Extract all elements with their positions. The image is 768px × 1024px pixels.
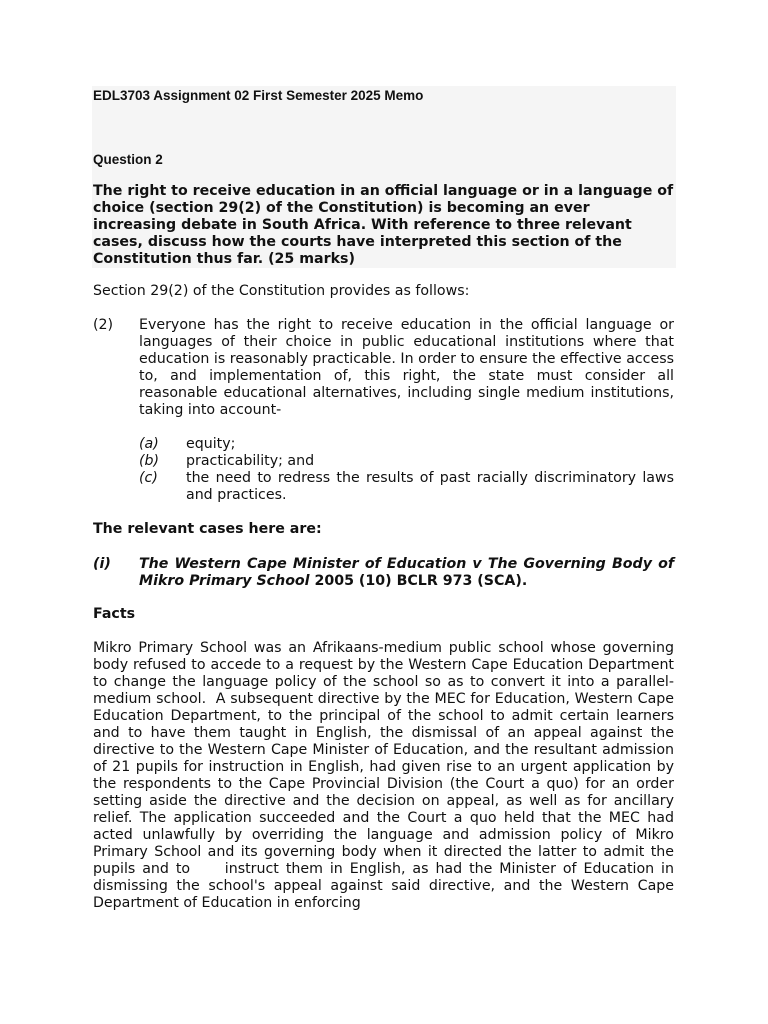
cases-heading: The relevant cases here are: — [93, 521, 322, 537]
question-text: The right to receive education in an official language or in a language of choice (section 29(2) of the Constitution) is becoming an ever increasing debate in South Africa. With reference to three relevant cases, discuss how the courts have interpreted this section of the Constitution thus far. (25 marks) — [93, 183, 674, 267]
clause-number: (2) — [93, 317, 114, 333]
subitem-c-text: the need to redress the results of past racially discriminatory laws and practices. — [186, 470, 674, 503]
question-label: Question 2 — [93, 152, 163, 167]
subitem-c-label: (c) — [139, 470, 158, 486]
subitem-a-label: (a) — [139, 436, 159, 452]
facts-heading: Facts — [93, 606, 136, 622]
case1-citation: 2005 (10) BCLR 973 (SCA). — [309, 573, 528, 589]
case1-number: (i) — [93, 556, 111, 572]
case1-name: The Western Cape Minister of Education v The Governing Body of Mikro Primary School — [139, 556, 674, 589]
clause-text: Everyone has the right to receive education in the official language or languages of their choice in public educational institutions where that education is reasonably practicable. In order to ensure the effective access to, and implementation of, this right, the state must consider all reasonable educational alternatives, including single medium institutions, taking into account- — [139, 317, 674, 418]
subitem-a-text: equity; — [186, 436, 236, 452]
subitem-b-label: (b) — [139, 453, 160, 469]
subitem-b-text: practicability; and — [186, 453, 315, 469]
section-intro: Section 29(2) of the Constitution provides as follows: — [93, 283, 470, 299]
memo-title: EDL3703 Assignment 02 First Semester 2025 Memo — [93, 88, 424, 103]
case1-title — [139, 556, 674, 590]
facts-text: Mikro Primary School was an Afrikaans-medium public school whose governing body refused to accede to a request by the Western Cape Education Department to change the language policy of the school so as to convert it into a parallel-medium school. A subsequent directive by the MEC for Education, Western Cape Education Department, to the principal of the school to admit certain learners and to have them taught in English, the dismissal of an appeal against the directive to the Western Cape Minister of Education, and the resultant admission of 21 pupils for instruction in English, had given rise to an urgent application by the respondents to the Cape Provincial Division (the Court a quo) for an order setting aside the directive and the decision on appeal, as well as for ancillary relief. The application succeeded and the Court a quo held that the MEC had acted unlawfully by overriding the language and admission policy of Mikro Primary School and its governing body when it directed the latter to admit the pupils and to instruct them in English, as had the Minister of Education in dismissing the school's appeal against said directive, and the Western Cape Department of Education in enforcing — [93, 640, 679, 911]
